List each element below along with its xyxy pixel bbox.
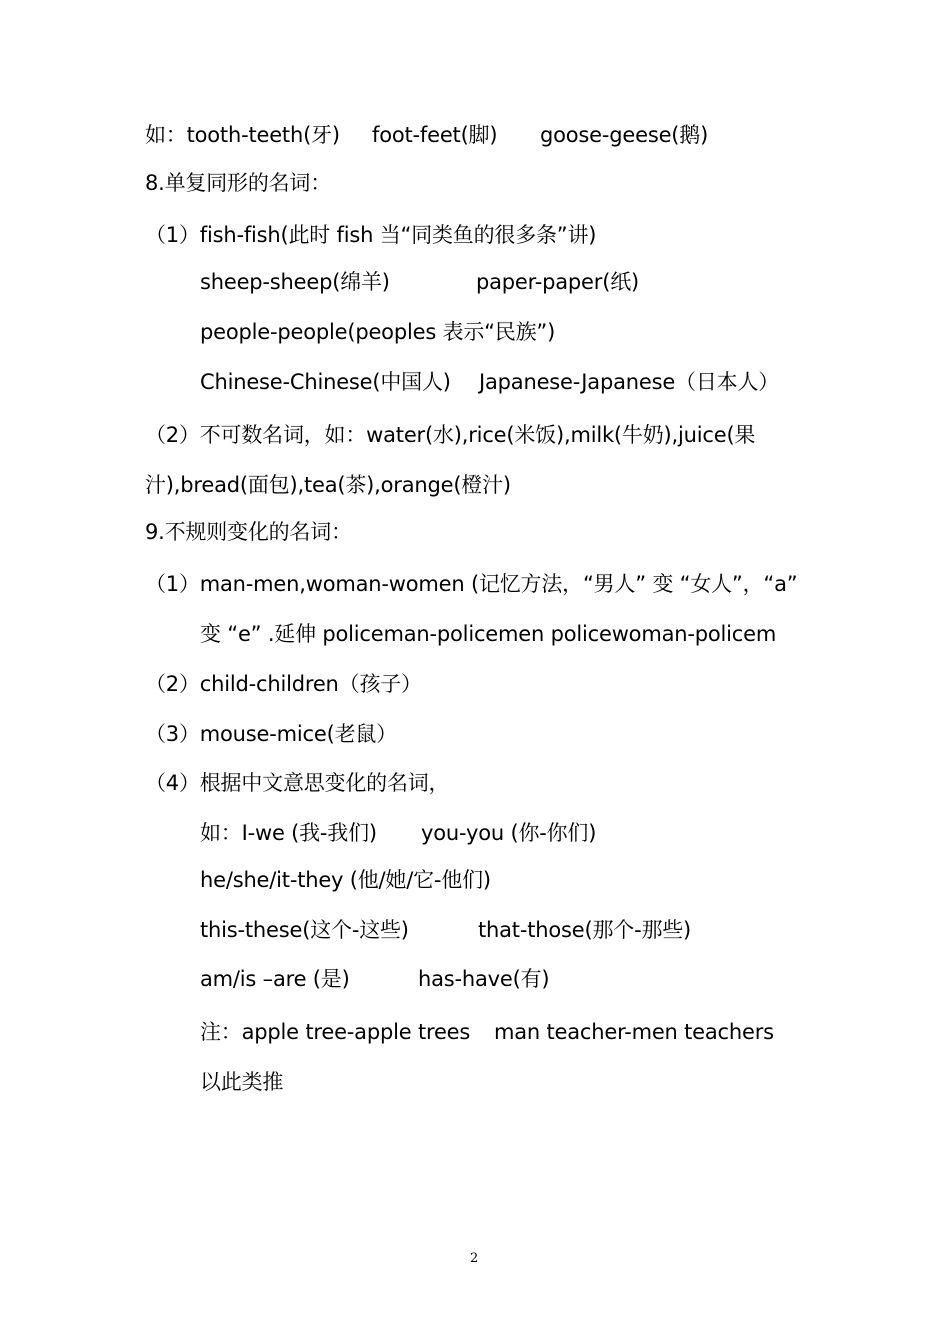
example-am-are: am/is –are (是) [200, 967, 350, 991]
section-heading-8: 8.单复同形的名词： [145, 171, 332, 195]
example-foot: foot-feet(脚) [372, 123, 498, 147]
note-apple-tree: 注：apple tree-apple trees [200, 1020, 471, 1044]
example-people: people-people(peoples 表示“民族”) [200, 320, 556, 344]
example-japanese: Japanese-Japanese（日本人） [479, 370, 780, 394]
example-chinese: Chinese-Chinese(中国人) [200, 370, 451, 394]
item-9-4: （4）根据中文意思变化的名词， [145, 771, 450, 795]
example-paper: paper-paper(纸) [476, 270, 639, 294]
example-has-have: has-have(有) [418, 967, 550, 991]
section-heading-9: 9.不规则变化的名词： [145, 520, 352, 544]
item-9-3: （3）mouse-mice(老鼠） [145, 722, 397, 746]
example-goose: goose-geese(鹅) [540, 123, 709, 147]
example-tooth: 如：tooth-teeth(牙) [145, 123, 340, 147]
item-9-1-continuation: 变 “e” .延伸 policeman-policemen policewoman-policem [200, 622, 777, 646]
item-8-1: （1）fish-fish(此时 fish 当“同类鱼的很多条”讲) [145, 223, 597, 247]
example-they: he/she/it-they (他/她/它-他们) [200, 868, 491, 892]
example-this-these: this-these(这个-这些) [200, 918, 409, 942]
item-9-1: （1）man-men,woman-women (记忆方法，“男人” 变 “女人”，“a” [145, 572, 798, 596]
example-you-you: you-you (你-你们) [421, 821, 597, 845]
item-8-2-uncountable: （2）不可数名词，如：water(水),rice(米饭),milk(牛奶),juice(果 [145, 423, 756, 447]
item-9-2: （2）child-children（孩子） [145, 672, 422, 696]
note-etc: 以此类推 [200, 1070, 284, 1094]
example-sheep: sheep-sheep(绵羊) [200, 270, 390, 294]
example-that-those: that-those(那个-那些) [478, 918, 692, 942]
note-man-teacher: man teacher-men teachers [494, 1020, 774, 1044]
example-i-we: 如：I-we (我-我们) [200, 821, 377, 845]
page-number: 2 [470, 1251, 479, 1266]
item-8-2-continuation: 汁),bread(面包),tea(茶),orange(橙汁) [145, 473, 511, 497]
